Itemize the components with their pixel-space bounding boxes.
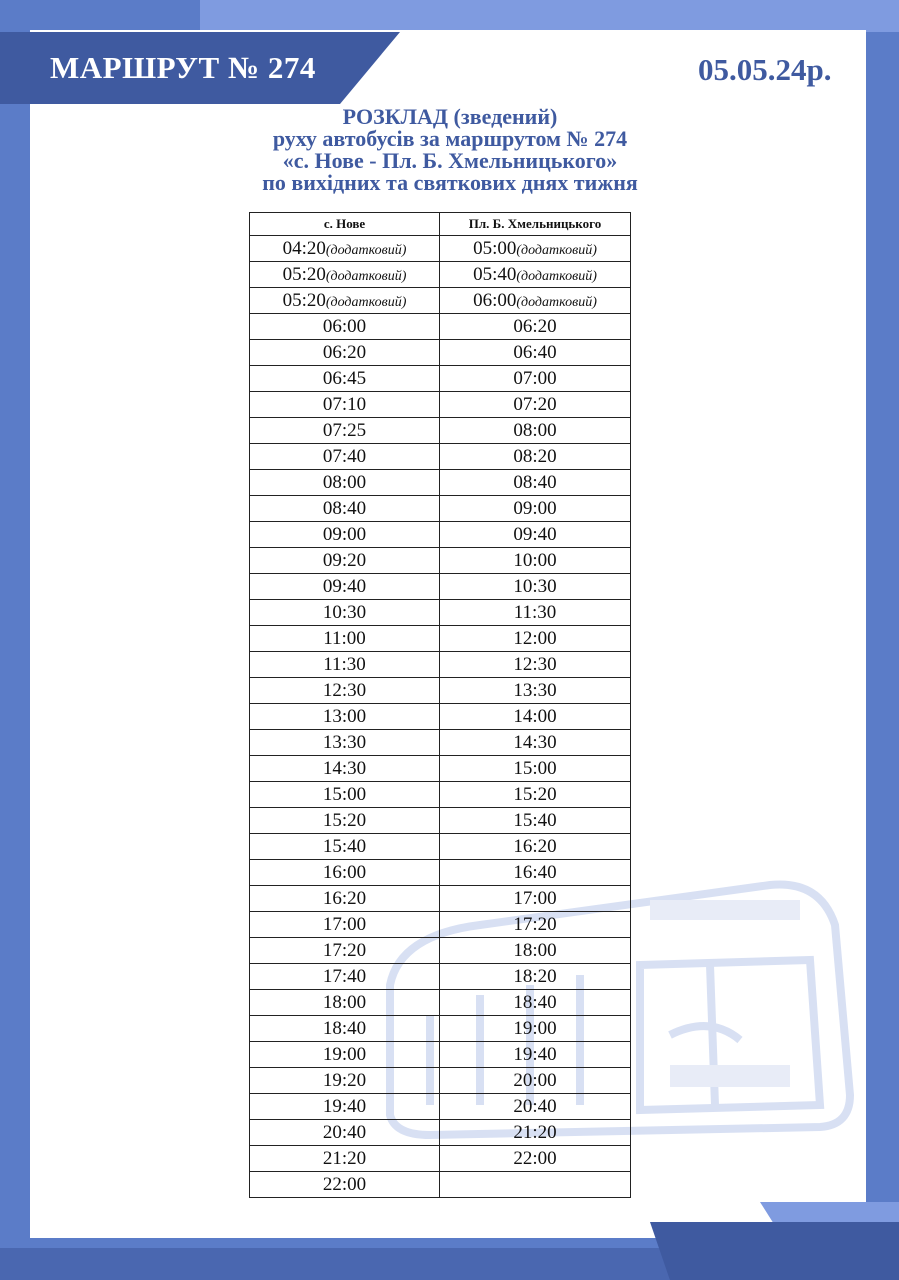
departure-nove-cell bbox=[250, 548, 440, 574]
heading-line-3: «с. Нове - Пл. Б. Хмельницького» bbox=[282, 148, 618, 173]
additional-trip-note: (додатковий) bbox=[516, 294, 597, 310]
departure-time: 12:00 bbox=[513, 627, 557, 649]
departure-nove-cell bbox=[250, 626, 440, 652]
departure-khmelnytskoho-cell bbox=[440, 418, 631, 444]
table-row bbox=[250, 392, 631, 418]
departure-khmelnytskoho-cell bbox=[440, 1068, 631, 1094]
departure-time: 09:00 bbox=[513, 497, 557, 519]
departure-nove-cell bbox=[250, 262, 440, 288]
table-row bbox=[250, 236, 631, 262]
departure-nove-cell bbox=[250, 522, 440, 548]
departure-nove-cell bbox=[250, 574, 440, 600]
schedule-table bbox=[249, 212, 631, 1198]
departure-nove-cell bbox=[250, 418, 440, 444]
departure-time: 18:00 bbox=[322, 991, 367, 1013]
departure-time: 07:00 bbox=[513, 367, 557, 389]
departure-nove-cell bbox=[250, 964, 440, 990]
departure-nove-cell bbox=[250, 782, 440, 808]
departure-time: 08:00 bbox=[322, 471, 367, 493]
departure-time: 11:30 bbox=[323, 653, 366, 675]
departure-khmelnytskoho-cell bbox=[440, 1094, 631, 1120]
departure-time: 06:00 bbox=[473, 289, 517, 311]
departure-time: 05:20 bbox=[282, 263, 326, 285]
departure-nove-cell bbox=[250, 1016, 440, 1042]
departure-nove-cell bbox=[250, 288, 440, 314]
departure-khmelnytskoho-cell bbox=[440, 288, 631, 314]
table-row bbox=[250, 522, 631, 548]
departure-time: 13:30 bbox=[322, 731, 367, 753]
schedule-heading bbox=[200, 106, 700, 194]
departure-khmelnytskoho-cell bbox=[440, 1016, 631, 1042]
departure-time: 07:10 bbox=[322, 393, 367, 415]
departure-nove-cell bbox=[250, 392, 440, 418]
departure-time: 04:20 bbox=[282, 237, 326, 259]
departure-time: 05:20 bbox=[282, 289, 326, 311]
departure-khmelnytskoho-cell bbox=[440, 626, 631, 652]
corner-accent bbox=[650, 1222, 899, 1280]
departure-time: 12:30 bbox=[322, 679, 367, 701]
departure-khmelnytskoho-cell bbox=[440, 1146, 631, 1172]
departure-khmelnytskoho-cell bbox=[440, 236, 631, 262]
departure-nove-cell bbox=[250, 444, 440, 470]
departure-time: 19:20 bbox=[322, 1069, 367, 1091]
table-row bbox=[250, 418, 631, 444]
departure-nove-cell bbox=[250, 236, 440, 262]
departure-khmelnytskoho-cell bbox=[440, 1120, 631, 1146]
table-row bbox=[250, 366, 631, 392]
departure-nove-cell bbox=[250, 1146, 440, 1172]
departure-time: 05:40 bbox=[473, 263, 517, 285]
departure-khmelnytskoho-cell bbox=[440, 860, 631, 886]
departure-time: 16:40 bbox=[513, 861, 557, 883]
departure-khmelnytskoho-cell bbox=[440, 366, 631, 392]
departure-khmelnytskoho-cell bbox=[440, 496, 631, 522]
departure-time: 22:00 bbox=[322, 1173, 367, 1195]
departure-nove-cell bbox=[250, 912, 440, 938]
departure-nove-cell bbox=[250, 860, 440, 886]
departure-nove-cell bbox=[250, 730, 440, 756]
departure-khmelnytskoho-cell bbox=[440, 756, 631, 782]
table-row bbox=[250, 314, 631, 340]
departure-khmelnytskoho-cell bbox=[440, 652, 631, 678]
departure-time: 22:00 bbox=[513, 1147, 557, 1169]
table-row bbox=[250, 782, 631, 808]
table-row bbox=[250, 678, 631, 704]
departure-time: 15:20 bbox=[322, 809, 367, 831]
departure-time: 20:00 bbox=[513, 1069, 557, 1091]
departure-nove-cell bbox=[250, 470, 440, 496]
departure-nove-cell bbox=[250, 1094, 440, 1120]
table-row bbox=[250, 834, 631, 860]
table-row bbox=[250, 1042, 631, 1068]
table-row bbox=[250, 600, 631, 626]
departure-time: 10:30 bbox=[322, 601, 367, 623]
departure-khmelnytskoho-cell bbox=[440, 470, 631, 496]
departure-time: 18:00 bbox=[513, 939, 557, 961]
table-row bbox=[250, 1094, 631, 1120]
departure-time: 06:00 bbox=[322, 315, 367, 337]
departure-time: 14:30 bbox=[322, 757, 367, 779]
table-row bbox=[250, 548, 631, 574]
departure-time: 06:20 bbox=[322, 341, 367, 363]
departure-time: 08:20 bbox=[513, 445, 557, 467]
departure-time: 06:40 bbox=[513, 341, 557, 363]
departure-time: 19:40 bbox=[513, 1043, 557, 1065]
table-row bbox=[250, 1068, 631, 1094]
departure-khmelnytskoho-cell bbox=[440, 444, 631, 470]
departure-time: 06:45 bbox=[322, 367, 367, 389]
departure-time: 11:00 bbox=[323, 627, 366, 649]
departure-time: 15:20 bbox=[513, 783, 557, 805]
departure-khmelnytskoho-cell bbox=[440, 704, 631, 730]
departure-khmelnytskoho-cell bbox=[440, 834, 631, 860]
table-row bbox=[250, 990, 631, 1016]
departure-time: 19:00 bbox=[322, 1043, 367, 1065]
departure-nove-cell bbox=[250, 886, 440, 912]
table-row bbox=[250, 1146, 631, 1172]
table-row bbox=[250, 444, 631, 470]
departure-time: 21:20 bbox=[322, 1147, 367, 1169]
departure-time: 14:30 bbox=[513, 731, 557, 753]
departure-nove-cell bbox=[250, 704, 440, 730]
departure-time: 17:20 bbox=[322, 939, 367, 961]
departure-nove-cell bbox=[250, 1042, 440, 1068]
departure-time: 18:40 bbox=[513, 991, 557, 1013]
departure-nove-cell bbox=[250, 314, 440, 340]
heading-line-2: руху автобусів за маршрутом № 274 bbox=[272, 126, 628, 151]
departure-time: 16:20 bbox=[513, 835, 557, 857]
departure-nove-cell bbox=[250, 496, 440, 522]
heading-line-4: по вихідних та святкових днях тижня bbox=[262, 170, 638, 195]
table-row bbox=[250, 626, 631, 652]
departure-nove-cell bbox=[250, 600, 440, 626]
departure-time: 05:00 bbox=[473, 237, 517, 259]
departure-time: 21:20 bbox=[513, 1121, 557, 1143]
departure-khmelnytskoho-cell bbox=[440, 548, 631, 574]
departure-time: 15:00 bbox=[513, 757, 557, 779]
departure-time: 10:30 bbox=[513, 575, 557, 597]
table-row bbox=[250, 912, 631, 938]
departure-khmelnytskoho-cell bbox=[440, 938, 631, 964]
departure-time: 18:40 bbox=[322, 1017, 367, 1039]
departure-time: 07:20 bbox=[513, 393, 557, 415]
departure-khmelnytskoho-cell bbox=[440, 678, 631, 704]
departure-time: 13:00 bbox=[322, 705, 367, 727]
departure-time: 11:30 bbox=[513, 601, 557, 623]
departure-time: 17:00 bbox=[322, 913, 367, 935]
departure-time: 17:00 bbox=[513, 887, 557, 909]
departure-nove-cell bbox=[250, 756, 440, 782]
column-header-nove: с. Нове bbox=[250, 213, 440, 236]
departure-time: 14:00 bbox=[513, 705, 557, 727]
departure-khmelnytskoho-cell bbox=[440, 964, 631, 990]
departure-time: 15:40 bbox=[322, 835, 367, 857]
table-row bbox=[250, 288, 631, 314]
table-row bbox=[250, 860, 631, 886]
table-row bbox=[250, 808, 631, 834]
departure-time: 10:00 bbox=[513, 549, 557, 571]
departure-time: 09:40 bbox=[322, 575, 367, 597]
departure-time: 17:20 bbox=[513, 913, 557, 935]
departure-time: 13:30 bbox=[513, 679, 557, 701]
departure-khmelnytskoho-cell bbox=[440, 392, 631, 418]
departure-nove-cell bbox=[250, 1172, 440, 1198]
departure-khmelnytskoho-cell bbox=[440, 886, 631, 912]
departure-time: 08:40 bbox=[322, 497, 367, 519]
table-row bbox=[250, 730, 631, 756]
departure-khmelnytskoho-cell bbox=[440, 262, 631, 288]
table-row bbox=[250, 704, 631, 730]
table-header-row bbox=[250, 213, 631, 236]
document-date: 05.05.24р. bbox=[698, 52, 832, 87]
departure-time: 09:40 bbox=[513, 523, 557, 545]
departure-time: 20:40 bbox=[322, 1121, 367, 1143]
table-row bbox=[250, 1016, 631, 1042]
departure-nove-cell bbox=[250, 652, 440, 678]
table-row bbox=[250, 1120, 631, 1146]
table-row bbox=[250, 652, 631, 678]
departure-time: 15:40 bbox=[513, 809, 557, 831]
departure-time: 15:00 bbox=[322, 783, 367, 805]
departure-time: 18:20 bbox=[513, 965, 557, 987]
table-row bbox=[250, 886, 631, 912]
departure-time: 19:40 bbox=[322, 1095, 367, 1117]
departure-time: 07:25 bbox=[322, 419, 367, 441]
departure-nove-cell bbox=[250, 990, 440, 1016]
departure-nove-cell bbox=[250, 678, 440, 704]
table-row bbox=[250, 756, 631, 782]
departure-khmelnytskoho-cell bbox=[440, 990, 631, 1016]
departure-khmelnytskoho-cell bbox=[440, 340, 631, 366]
departure-time: 08:00 bbox=[513, 419, 557, 441]
departure-time: 16:00 bbox=[322, 861, 367, 883]
frame-top-stripe bbox=[200, 0, 899, 32]
departure-nove-cell bbox=[250, 340, 440, 366]
table-row bbox=[250, 496, 631, 522]
departure-khmelnytskoho-cell bbox=[440, 730, 631, 756]
table-row bbox=[250, 938, 631, 964]
departure-nove-cell bbox=[250, 808, 440, 834]
departure-time: 07:40 bbox=[322, 445, 367, 467]
corner-accent-light bbox=[760, 1202, 899, 1224]
departure-time: 20:40 bbox=[513, 1095, 557, 1117]
departure-khmelnytskoho-cell bbox=[440, 808, 631, 834]
departure-time: 09:00 bbox=[322, 523, 367, 545]
departure-khmelnytskoho-cell bbox=[440, 912, 631, 938]
departure-khmelnytskoho-cell bbox=[440, 574, 631, 600]
departure-khmelnytskoho-cell bbox=[440, 1042, 631, 1068]
additional-trip-note: (додатковий) bbox=[516, 242, 597, 258]
column-header-khmelnytskoho: Пл. Б. Хмельницького bbox=[440, 213, 631, 236]
route-title: МАРШРУТ № 274 bbox=[50, 50, 316, 85]
departure-nove-cell bbox=[250, 834, 440, 860]
table-row bbox=[250, 340, 631, 366]
departure-nove-cell bbox=[250, 938, 440, 964]
additional-trip-note: (додатковий) bbox=[325, 294, 407, 310]
additional-trip-note: (додатковий) bbox=[325, 242, 407, 258]
departure-nove-cell bbox=[250, 1068, 440, 1094]
departure-nove-cell bbox=[250, 366, 440, 392]
table-row bbox=[250, 574, 631, 600]
departure-time: 09:20 bbox=[322, 549, 367, 571]
heading-line-1: РОЗКЛАД (зведений) bbox=[342, 104, 558, 129]
departure-khmelnytskoho-cell bbox=[440, 522, 631, 548]
departure-time: 19:00 bbox=[513, 1017, 557, 1039]
departure-khmelnytskoho-cell bbox=[440, 782, 631, 808]
additional-trip-note: (додатковий) bbox=[516, 268, 597, 284]
schedule-rows bbox=[250, 236, 631, 1198]
table-row bbox=[250, 964, 631, 990]
departure-time: 12:30 bbox=[513, 653, 557, 675]
table-row bbox=[250, 470, 631, 496]
departure-khmelnytskoho-cell bbox=[440, 1172, 631, 1198]
additional-trip-note: (додатковий) bbox=[325, 268, 407, 284]
table-row bbox=[250, 1172, 631, 1198]
departure-nove-cell bbox=[250, 1120, 440, 1146]
departure-khmelnytskoho-cell bbox=[440, 314, 631, 340]
table-row bbox=[250, 262, 631, 288]
departure-time: 16:20 bbox=[322, 887, 367, 909]
departure-time: 08:40 bbox=[513, 471, 557, 493]
departure-time: 17:40 bbox=[322, 965, 367, 987]
departure-khmelnytskoho-cell bbox=[440, 600, 631, 626]
departure-time: 06:20 bbox=[513, 315, 557, 337]
